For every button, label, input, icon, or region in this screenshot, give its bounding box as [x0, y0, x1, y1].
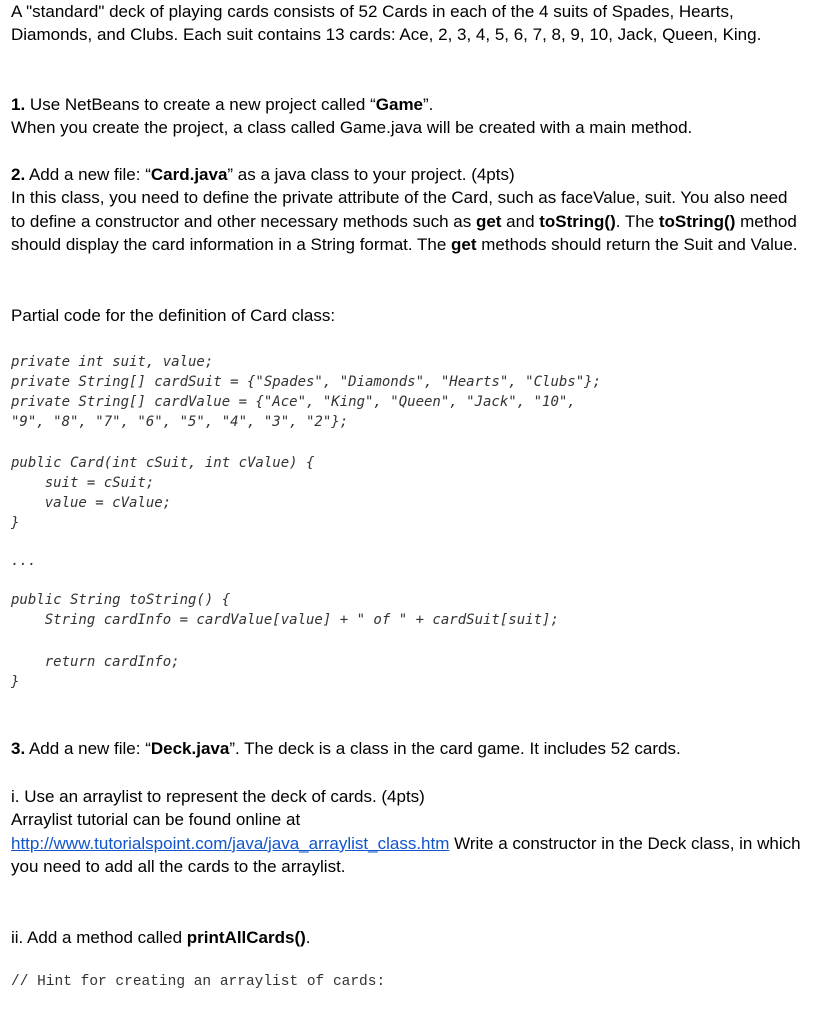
step1-project-name: Game — [375, 95, 424, 114]
code-line: } — [11, 674, 20, 690]
code-line: private int suit, value; — [11, 354, 214, 370]
step3-text-a: Add a new file: “ — [25, 739, 151, 758]
step2-tostring-keyword-2: toString() — [658, 211, 736, 231]
code-line: private String[] cardSuit = {"Spades", "Diamonds", "Hearts", "Clubs"}; — [11, 374, 602, 390]
step1-detail: When you create the project, a class called Game.java will be created with a main method. — [11, 118, 693, 138]
step2-desc-a: In this class, you need to define the private attribute of the Card, such as faceValue, suit. You also need to define a constructor and other necessary methods such as — [11, 188, 788, 231]
step2-get-keyword-2: get — [451, 234, 477, 254]
code-line: return cardInfo; — [11, 654, 180, 670]
step2-desc-e: methods should return the Suit and Value. — [476, 234, 798, 254]
step1-text-a: Use NetBeans to create a new project called “ — [25, 95, 376, 114]
step2-desc-b: and — [501, 211, 540, 231]
code-line: public Card(int cSuit, int cValue) { — [11, 455, 315, 471]
code-line: "9", "8", "7", "6", "5", "4", "3", "2"}; — [11, 414, 349, 430]
step2-tostring-keyword: toString() — [539, 211, 616, 231]
step1-number: 1. — [11, 95, 26, 114]
step3ii-end: . — [305, 928, 311, 947]
step3-file-name: Deck.java — [150, 739, 230, 758]
code-line: ... — [11, 553, 37, 569]
arraylist-tutorial-link[interactable]: http://www.tutorialspoint.com/java/java_arraylist_class.htm — [11, 833, 450, 853]
step2-get-keyword: get — [475, 211, 502, 231]
code-line: suit = cSuit; — [11, 475, 155, 491]
step3-paragraph — [11, 737, 801, 760]
partial-code-label: Partial code for the definition of Card class: — [11, 306, 336, 325]
intro-paragraph: A "standard" deck of playing cards consists of 52 Cards in each of the 4 suits of Spades, Hearts, Diamonds, and Clubs. Each suit contains 13 cards: Ace, 2, 3, 4, 5, 6, 7, 8, 9, 10, Jack, Queen, King. — [11, 2, 762, 45]
step3i-paragraph — [11, 785, 801, 878]
step2-paragraph — [11, 163, 801, 256]
step2-text-b: ” as a java class to your project. (4pts) — [227, 165, 515, 184]
code-line: value = cValue; — [11, 495, 172, 511]
code-block — [11, 352, 601, 692]
step1-paragraph — [11, 93, 801, 140]
code-line: public String toString() { — [11, 592, 231, 608]
step3i-title: i. Use an arraylist to represent the deck of cards. (4pts) — [11, 787, 425, 806]
step3-number: 3. — [11, 739, 26, 758]
print-all-cards-method: printAllCards() — [186, 928, 306, 947]
step2-file-name: Card.java — [150, 165, 228, 184]
code-line: } — [11, 515, 20, 531]
step3ii-text: ii. Add a method called — [11, 928, 187, 947]
step2-desc-d: method should display the card information in a String format. The — [11, 211, 797, 254]
step1-text-b: ”. — [423, 95, 434, 114]
code-line: String cardInfo = cardValue[value] + " of " + cardSuit[suit]; — [11, 612, 559, 628]
step2-text-a: Add a new file: “ — [25, 165, 151, 184]
step3i-after-link: Write a constructor in the Deck class, in which you need to add all the cards to the arraylist. — [11, 833, 801, 876]
step3ii-paragraph — [11, 926, 801, 949]
step2-number: 2. — [11, 165, 26, 184]
step3-text-b: ”. The deck is a class in the card game. It includes 52 cards. — [229, 739, 681, 758]
step3i-line2: Arraylist tutorial can be found online at — [11, 810, 301, 830]
code-line: private String[] cardValue = {"Ace", "King", "Queen", "Jack", "10", — [11, 394, 576, 410]
step2-desc-c: . The — [615, 211, 659, 231]
hint-comment: // Hint for creating an arraylist of cards: — [11, 974, 386, 990]
